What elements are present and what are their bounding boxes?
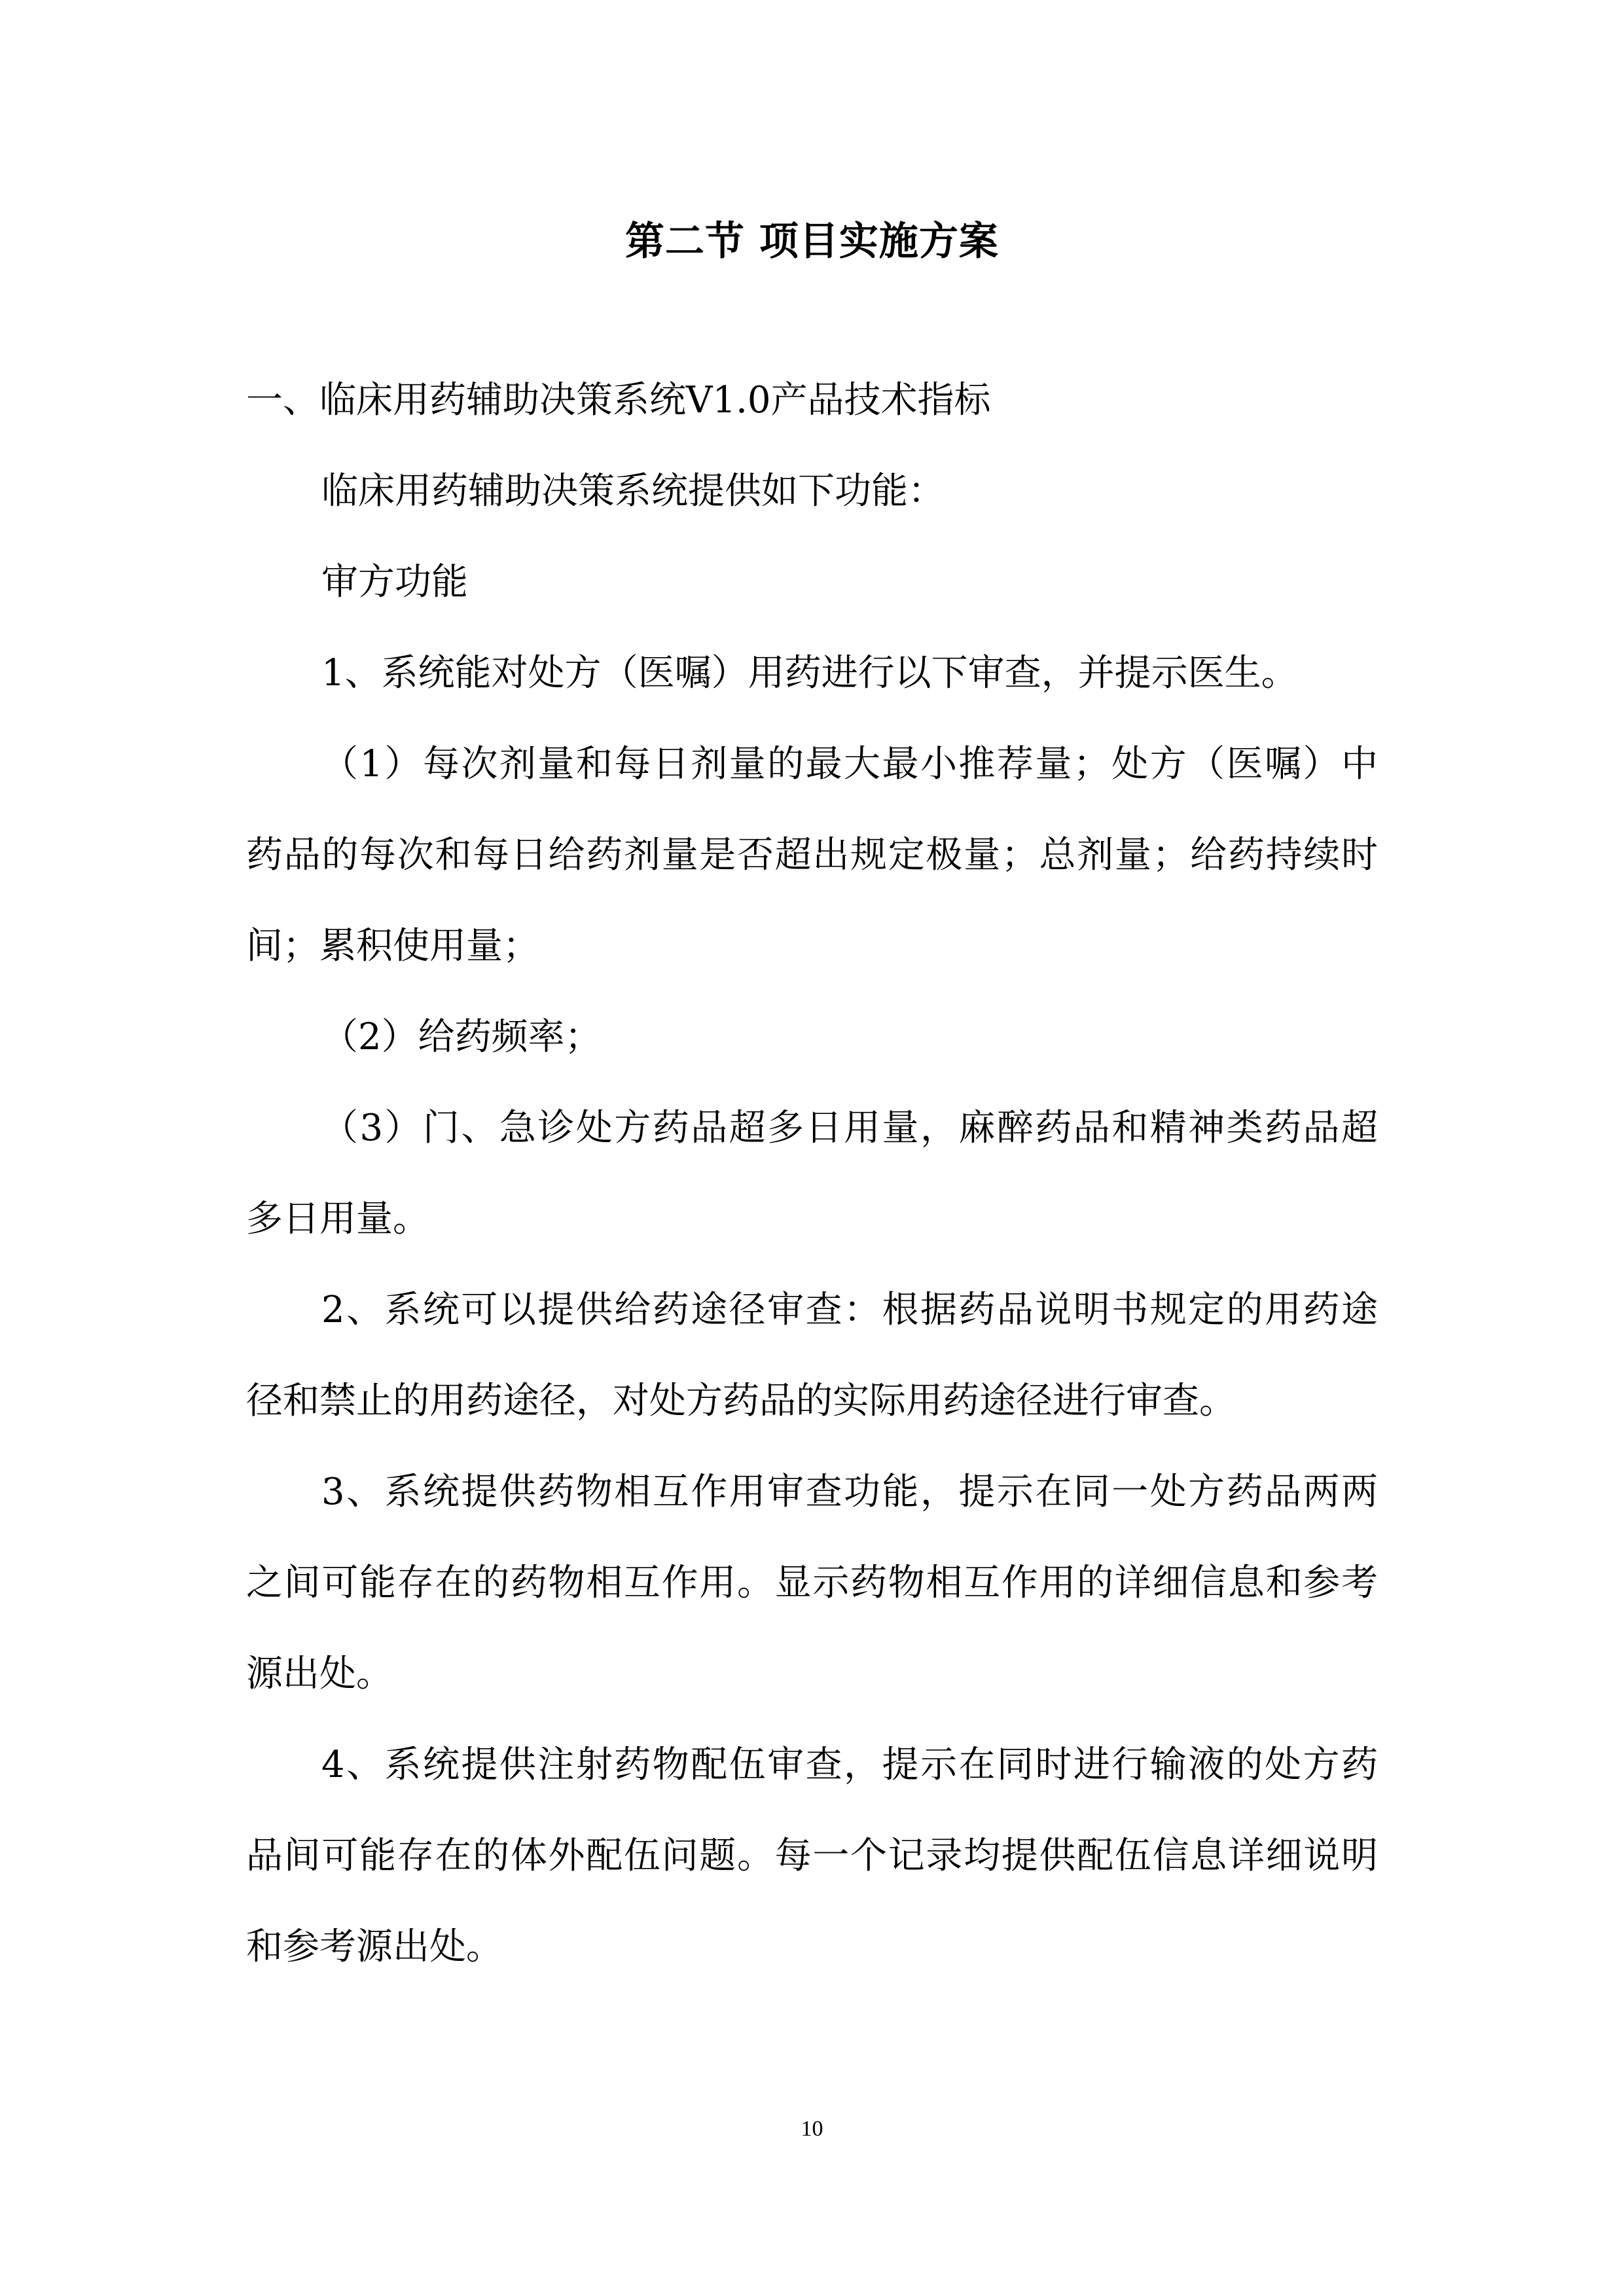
list-item-4 (246, 1719, 1378, 1992)
text-line: 1、系统能对处方（医嘱）用药进行以下审查，并提示医生。 (321, 652, 1298, 694)
text-line: 之间可能存在的药物相互作用。显示药物相互作用的详细信息和参考 (246, 1562, 1378, 1604)
text-line: （2）给药频率； (321, 1016, 602, 1058)
text-line: 药品的每次和每日给药剂量是否超出规定极量；总剂量；给药持续时 (246, 834, 1378, 876)
sub-item-2 (246, 992, 1378, 1083)
text-line: 品间可能存在的体外配伍问题。每一个记录均提供配伍信息详细说明 (246, 1835, 1378, 1877)
sub-item-3 (246, 1083, 1378, 1265)
text-line: （3）门、急诊处方药品超多日用量，麻醉药品和精神类药品超 (321, 1107, 1378, 1149)
text-line: 一、临床用药辅助决策系统V1.0产品技术指标 (246, 379, 991, 422)
text-line: （1）每次剂量和每日剂量的最大最小推荐量；处方（医嘱）中 (321, 743, 1378, 785)
text-line: 临床用药辅助决策系统提供如下功能： (321, 470, 945, 512)
text-line: 间；累积使用量； (246, 925, 539, 967)
text-line: 径和禁止的用药途径，对处方药品的实际用药途径进行审查。 (246, 1380, 1236, 1422)
text-line: 多日用量。 (246, 1198, 429, 1240)
section-title: 第二节 项目实施方案 (625, 219, 999, 264)
part-heading (246, 355, 1378, 446)
text-line: 和参考源出处。 (246, 1926, 503, 1968)
intro-paragraph (246, 446, 1378, 537)
list-item-1 (246, 628, 1378, 719)
text-line: 4、系统提供注射药物配伍审查，提示在同时进行输液的处方药 (321, 1744, 1378, 1786)
sub-item-1 (246, 719, 1378, 992)
subheading-review-functions (246, 537, 1378, 628)
text-line: 3、系统提供药物相互作用审查功能，提示在同一处方药品两两 (321, 1471, 1378, 1513)
list-item-2 (246, 1265, 1378, 1446)
text-line: 2、系统可以提供给药途径审查：根据药品说明书规定的用药途 (321, 1289, 1378, 1331)
list-item-3 (246, 1446, 1378, 1719)
text-line: 源出处。 (246, 1653, 393, 1695)
document-body (246, 355, 1378, 1992)
page-number: 10 (801, 2117, 823, 2141)
text-line: 审方功能 (321, 561, 468, 603)
